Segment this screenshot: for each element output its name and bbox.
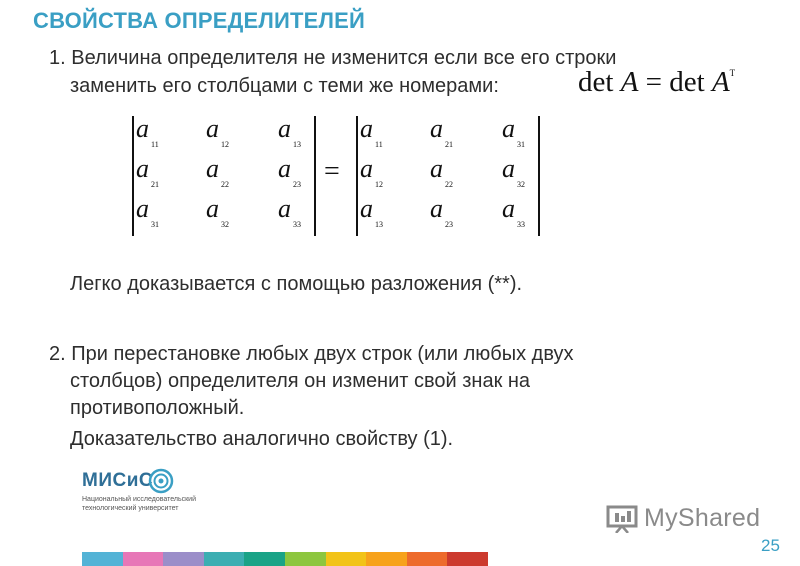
right-det-element-3-3: $a_{33}$ (502, 194, 525, 230)
left-det-element-1-2: $a_{12}$ (206, 114, 229, 150)
left-det-element-3-1: $a_{31}$ (136, 194, 159, 230)
logo-name: МИСиС (82, 470, 154, 491)
property-1 (49, 44, 616, 72)
logo-subtitle (82, 495, 202, 513)
property-2-line2: столбцов) определителя он изменит свой знак на (70, 370, 531, 392)
var-left: A (620, 66, 639, 98)
logo-subtitle-line1: Национальный исследовательский (82, 496, 196, 503)
logo-rings-icon (148, 468, 176, 496)
right-det-element-1-3: $a_{31}$ (502, 114, 525, 150)
det-right: det (669, 66, 705, 98)
stripe-segment-3 (163, 552, 204, 566)
right-det-element-3-2: $a_{23}$ (430, 194, 453, 230)
slide-title: СВОЙСТВА ОПРЕДЕЛИТЕЛЕЙ (33, 8, 366, 33)
stripe-segment-10 (447, 552, 488, 566)
left-det-element-2-2: $a_{22}$ (206, 154, 229, 190)
right-det-element-3-1: $a_{13}$ (360, 194, 383, 230)
stripe-segment-7 (326, 552, 367, 566)
left-det-element-3-2: $a_{32}$ (206, 194, 229, 230)
stripe-segment-8 (366, 552, 407, 566)
determinant-equality (128, 116, 548, 238)
right-det-bar-open (356, 116, 358, 236)
stripe-segment-1 (82, 552, 123, 566)
left-det-element-2-1: $a_{21}$ (136, 154, 159, 190)
right-det-element-2-3: $a_{32}$ (502, 154, 525, 190)
stripe-segment-4 (204, 552, 245, 566)
left-det-element-1-3: $a_{13}$ (278, 114, 301, 150)
var-right: A (711, 66, 730, 98)
misis-logo (82, 470, 202, 513)
property-1-number: 1. (49, 47, 66, 69)
right-det-element-2-1: $a_{12}$ (360, 154, 383, 190)
left-det-bar-open (132, 116, 134, 236)
proof-note-2: Доказательство аналогично свойству (1). (70, 428, 454, 450)
transpose-formula (578, 66, 735, 99)
det-left: det (578, 66, 614, 98)
transpose-superscript: T (729, 68, 736, 79)
presentation-board-icon (606, 503, 638, 533)
brand-color-stripe (82, 552, 488, 566)
right-det-bar-close (538, 116, 540, 236)
property-2 (49, 340, 574, 368)
property-1-line1: Величина определителя не изменится если все его строки (71, 47, 617, 69)
right-det-element-2-2: $a_{22}$ (430, 154, 453, 190)
left-det-element-1-1: $a_{11}$ (136, 114, 159, 150)
right-det-element-1-2: $a_{21}$ (430, 114, 453, 150)
left-det-bar-close (314, 116, 316, 236)
matrix-equals-sign: = (324, 156, 340, 187)
right-det-element-1-1: $a_{11}$ (360, 114, 383, 150)
property-2-line3: противоположный. (70, 397, 245, 419)
watermark-text: MyShared (644, 503, 761, 532)
property-1-line2: заменить его столбцами с теми же номерами: (70, 75, 499, 97)
stripe-segment-5 (244, 552, 285, 566)
logo-subtitle-line2: технологический университет (82, 505, 179, 512)
proof-note-1: Легко доказывается с помощью разложения (**). (70, 273, 523, 295)
left-det-element-3-3: $a_{33}$ (278, 194, 301, 230)
myshared-watermark (606, 503, 760, 533)
stripe-segment-9 (407, 552, 448, 566)
left-det-element-2-3: $a_{23}$ (278, 154, 301, 190)
stripe-segment-6 (285, 552, 326, 566)
page-number: 25 (761, 536, 780, 555)
stripe-segment-2 (123, 552, 164, 566)
property-2-line1: При перестановке любых двух строк (или любых двух (71, 343, 574, 365)
equals-sign: = (645, 66, 663, 98)
property-2-number: 2. (49, 343, 66, 365)
